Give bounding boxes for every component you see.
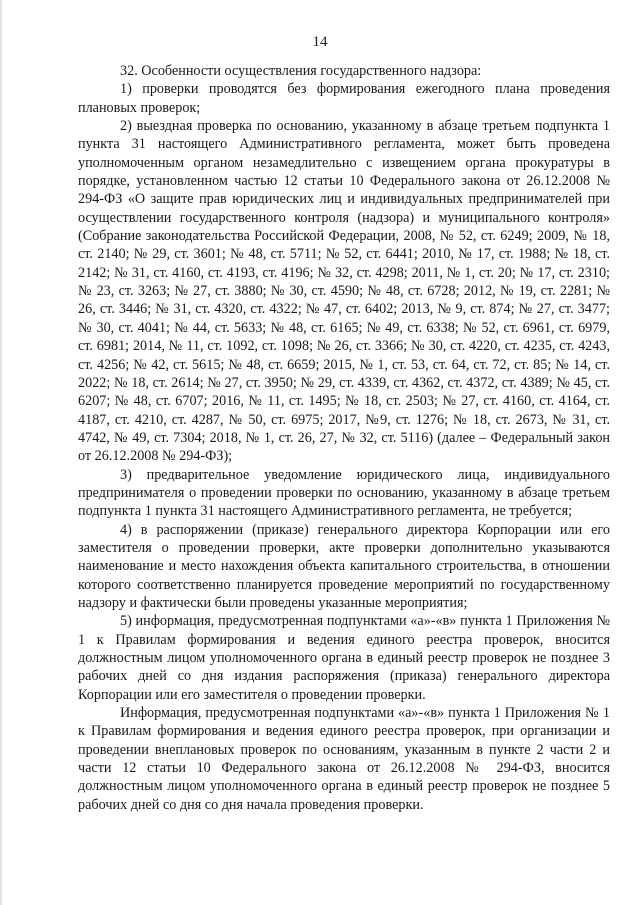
section-heading: 32. Особенности осуществления государственного надзора:	[120, 63, 482, 79]
paragraph-item-1: 1) проверки проводятся без формирования ежегодного плана проведения плановых проверок;	[78, 81, 610, 116]
page-number: 14	[312, 34, 328, 50]
document-body	[78, 62, 610, 814]
scan-edge	[0, 0, 2, 905]
paragraph-item-3: 3) предварительное уведомление юридического лица, индивидуального предпринимателя о проведении проверки по основанию, указанному в абзаце третьем подпункта 1 пункта 31 настоящего Административного регламента, не требуется;	[78, 466, 610, 520]
paragraph-item-2: 2) выездная проверка по основанию, указанному в абзаце третьем подпункта 1 пункта 31 настоящего Административного регламента, может быть проведена уполномоченным органом незамедлительно с извещением органа прокуратуры в порядке, установленном частью 12 статьи 10 Федерального закона от 26.12.2008 № 294-ФЗ «О защите прав юридических лиц и индивидуальных предпринимателей при осуществлении государственного контроля (надзора) и муниципального контроля» (Собрание законодательства Российской Федерации, 2008, № 52, ст. 6249; 2009, № 18, ст. 2140; № 29, ст. 3601; № 48, ст. 5711; № 52, ст. 6441; 2010, № 17, ст. 1988; № 18, ст. 2142; № 31, ст. 4160, ст. 4193, ст. 4196; № 32, ст. 4298; 2011, № 1, ст. 20; № 17, ст. 2310; № 23, ст. 3263; № 27, ст. 3880; № 30, ст. 4590; № 48, ст. 6728; 2012, № 19, ст. 2281; № 26, ст. 3446; № 31, ст. 4320, ст. 4322; № 47, ст. 6402; 2013, № 9, ст. 874; № 27, ст. 3477; № 30, ст. 4041; № 44, ст. 5633; № 48, ст. 6165; № 49, ст. 6338; № 52, ст. 6961, ст. 6979, ст. 6981; 2014, № 11, ст. 1092, ст. 1098; № 26, ст. 3366; № 30, ст. 4220, ст. 4235, ст. 4243, ст. 4256; № 42, ст. 5615; № 48, ст. 6659; 2015, № 1, ст. 53, ст. 64, ст. 72, ст. 85; № 14, ст. 2022; № 18, ст. 2614; № 27, ст. 3950; № 29, ст. 4339, ст. 4362, ст. 4372, ст. 4389; № 45, ст. 6207; № 48, ст. 6707; 2016, № 11, ст. 1495; № 18, ст. 2503; № 27, ст. 4160, ст. 4164, ст. 4187, ст. 4210, ст. 4287, № 50, ст. 6975; 2017, №9, ст. 1276; № 18, ст. 2673, № 31, ст. 4742, № 49, ст. 7304; 2018, № 1, ст. 26, 27, № 32, ст. 5116) (далее – Федеральный закон от 26.12.2008 № 294-ФЗ);	[78, 118, 610, 465]
paragraph-item-4: 4) в распоряжении (приказе) генерального директора Корпорации или его заместителя о проведении проверки, акте проверки дополнительно указываются наименование и место нахождения объекта капитального строительства, в отношении которого соответственно планируется проведение мероприятий по государственному надзору и фактически были проведены указанные мероприятия;	[78, 521, 610, 611]
paragraph-information: Информация, предусмотренная подпунктами «а»-«в» пункта 1 Приложения № 1 к Правилам формирования и ведения единого реестра проверок, при организации и проведении внеплановых проверок по основаниям, указанным в пункте 2 части 2 и части 12 статьи 10 Федерального закона от 26.12.2008 № 294-ФЗ, вносится должностным лицом уполномоченного органа в единый реестр проверок не позднее 5 рабочих дней со дня со дня начала проведения проверки.	[78, 705, 610, 813]
paragraph-item-5: 5) информация, предусмотренная подпунктами «а»-«в» пункта 1 Приложения № 1 к Правилам формирования и ведения единого реестра проверок, вносится должностным лицом уполномоченного органа в единый реестр проверок не позднее 3 рабочих дней со дня издания распоряжения (приказа) генерального директора Корпорации или его заместителя о проведении проверки.	[78, 613, 610, 703]
